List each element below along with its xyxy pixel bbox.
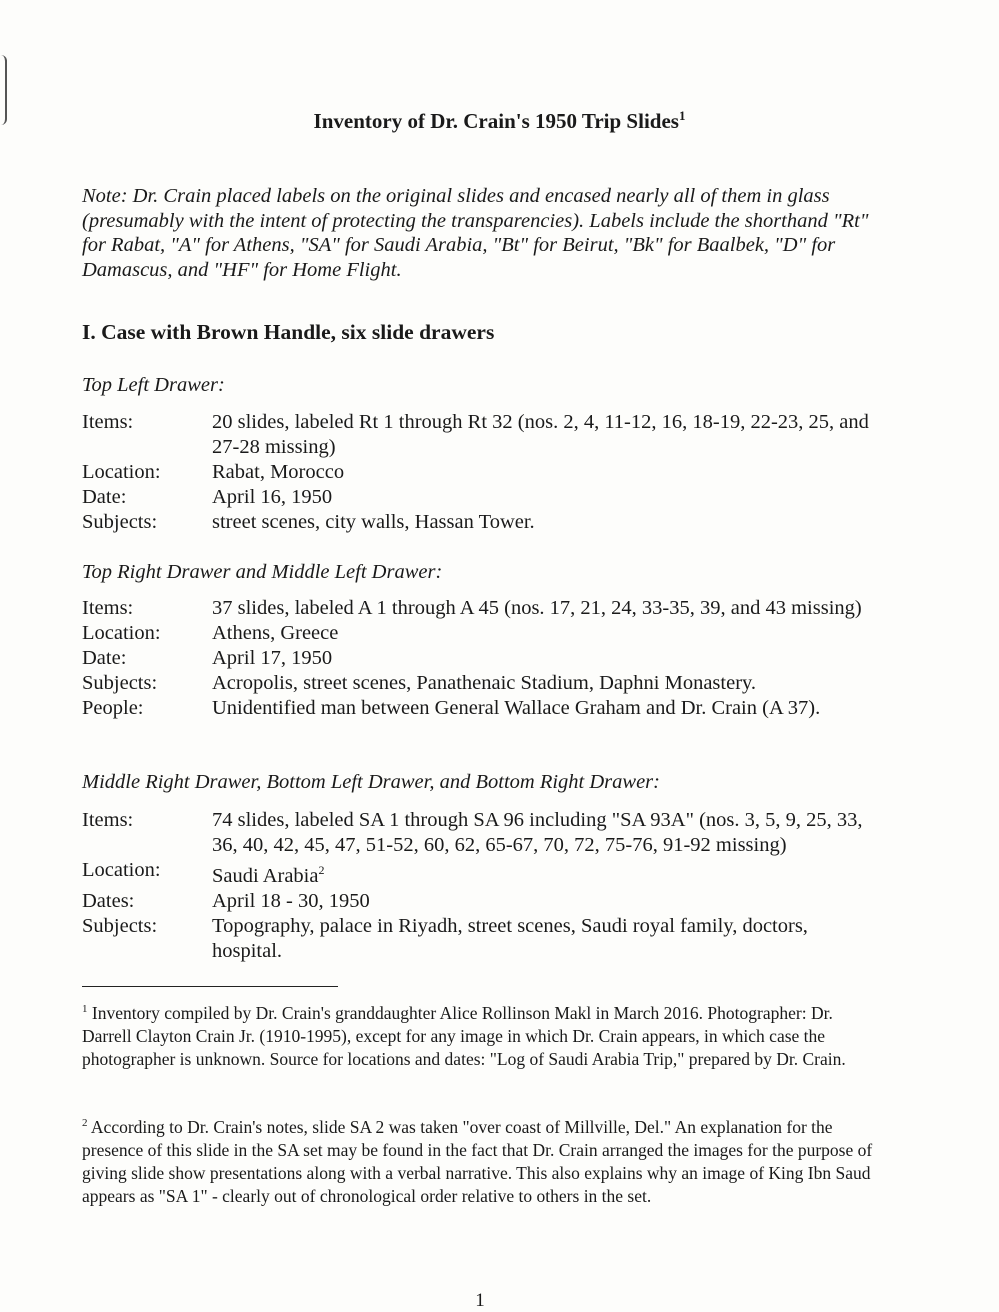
entry-value: April 17, 1950 — [212, 647, 333, 669]
page-number: 1 — [475, 1290, 485, 1311]
footnote — [82, 998, 882, 1071]
entry-value: 74 slides, labeled SA 1 through SA 96 including "SA 93A" (nos. 3, 5, 9, 25, 33, 36, 40, 42, 45, 47, 51-52, 60, 62, 65-67, 70, 72, 75-76, 91-92 missing) — [212, 809, 863, 856]
entry-value: Acropolis, street scenes, Panathenaic Stadium, Daphni Monastery. — [212, 672, 757, 694]
entry-label: Date: — [82, 486, 127, 508]
entry-label: Items: — [82, 411, 134, 433]
entry-row — [82, 914, 877, 964]
entry-label: Items: — [82, 597, 134, 619]
entry-label: Subjects: — [82, 914, 158, 937]
entry-label: Subjects: — [82, 511, 158, 533]
drawer-heading: Top Left Drawer: — [82, 374, 225, 396]
drawer-entry-table — [82, 808, 877, 964]
title-text: Inventory of Dr. Crain's 1950 Trip Slides — [313, 109, 679, 133]
entry-value: 37 slides, labeled A 1 through A 45 (nos. 17, 21, 24, 33-35, 39, and 43 missing) — [212, 597, 862, 619]
entry-value: street scenes, city walls, Hassan Tower. — [212, 511, 535, 533]
entry-value — [212, 858, 877, 889]
entry-label: Dates: — [82, 889, 135, 912]
section-heading: I. Case with Brown Handle, six slide drawers — [82, 320, 495, 344]
entry-row — [82, 460, 877, 485]
entry-row — [82, 410, 877, 460]
drawer-entry-table — [82, 596, 877, 721]
entry-value: April 18 - 30, 1950 — [212, 889, 370, 912]
entry-row — [82, 671, 877, 696]
location-footnote-ref: 2 — [318, 863, 325, 877]
drawer-heading: Top Right Drawer and Middle Left Drawer: — [82, 561, 443, 583]
footnote-divider — [82, 986, 338, 987]
entry-label: Subjects: — [82, 672, 158, 694]
entry-label: Items: — [82, 809, 134, 831]
entry-value: April 16, 1950 — [212, 486, 333, 508]
entry-label: Date: — [82, 647, 127, 669]
footnote-text: Inventory compiled by Dr. Crain's granddaughter Alice Rollinson Makl in March 2016. Photographer: Dr. Darrell Clayton Crain Jr. (1910-1995), except for any image in which Dr. Crain appears, in which case the photographer is unknown. Source for locations and dates: "Log of Saudi Arabia Trip," prepared by Dr. Crain. — [82, 1002, 846, 1069]
footnote — [82, 1112, 882, 1208]
entry-value: Topography, palace in Riyadh, street scenes, Saudi royal family, doctors, hospital. — [212, 914, 808, 962]
entry-row — [82, 646, 877, 671]
entry-row — [82, 696, 877, 721]
entry-label: Location: — [82, 461, 161, 483]
footnote-text: According to Dr. Crain's notes, slide SA 2 was taken "over coast of Millville, Del." An explanation for the presence of this slide in the SA set may be found in the fact that Dr. Crain arranged the images for the purpose of giving slide show presentations along with a verbal narrative. This also explains why an image of King Ibn Saud appears as "SA 1" - clearly out of chronological order relative to others in the set. — [82, 1116, 873, 1206]
entry-value: Unidentified man between General Wallace Graham and Dr. Crain (A 37). — [212, 697, 821, 719]
entry-value: 20 slides, labeled Rt 1 through Rt 32 (nos. 2, 4, 11-12, 16, 18-19, 22-23, 25, and 27-28 missing) — [212, 411, 869, 458]
entry-row — [82, 889, 877, 914]
entry-label: People: — [82, 697, 144, 719]
footnote-number: 1 — [82, 1003, 88, 1015]
drawer-heading: Middle Right Drawer, Bottom Left Drawer, and Bottom Right Drawer: — [82, 771, 660, 793]
entry-value: Rabat, Morocco — [212, 461, 345, 483]
footnote-number: 2 — [82, 1117, 88, 1129]
entry-row — [82, 485, 877, 510]
entry-value: Athens, Greece — [212, 622, 339, 644]
entry-row — [82, 808, 877, 858]
drawer-entry-table — [82, 410, 877, 535]
document-title — [0, 108, 999, 134]
entry-row — [82, 596, 877, 621]
entry-row — [82, 621, 877, 646]
entry-row — [82, 510, 877, 535]
entry-label: Location: — [82, 622, 161, 644]
title-footnote-ref: 1 — [678, 108, 686, 123]
intro-note: Note: Dr. Crain placed labels on the original slides and encased nearly all of them in glass (presumably with the intent of protecting the transparencies). Labels include the shorthand "Rt" for Rabat, "A" for Athens, "SA" for Saudi Arabia, "Bt" for Beirut, "Bk" for Baalbek, "D" for Damascus, and "HF" for Home Flight. — [82, 185, 869, 281]
entry-row — [82, 858, 877, 889]
entry-label: Location: — [82, 859, 161, 881]
location-text: Saudi Arabia — [212, 864, 319, 887]
